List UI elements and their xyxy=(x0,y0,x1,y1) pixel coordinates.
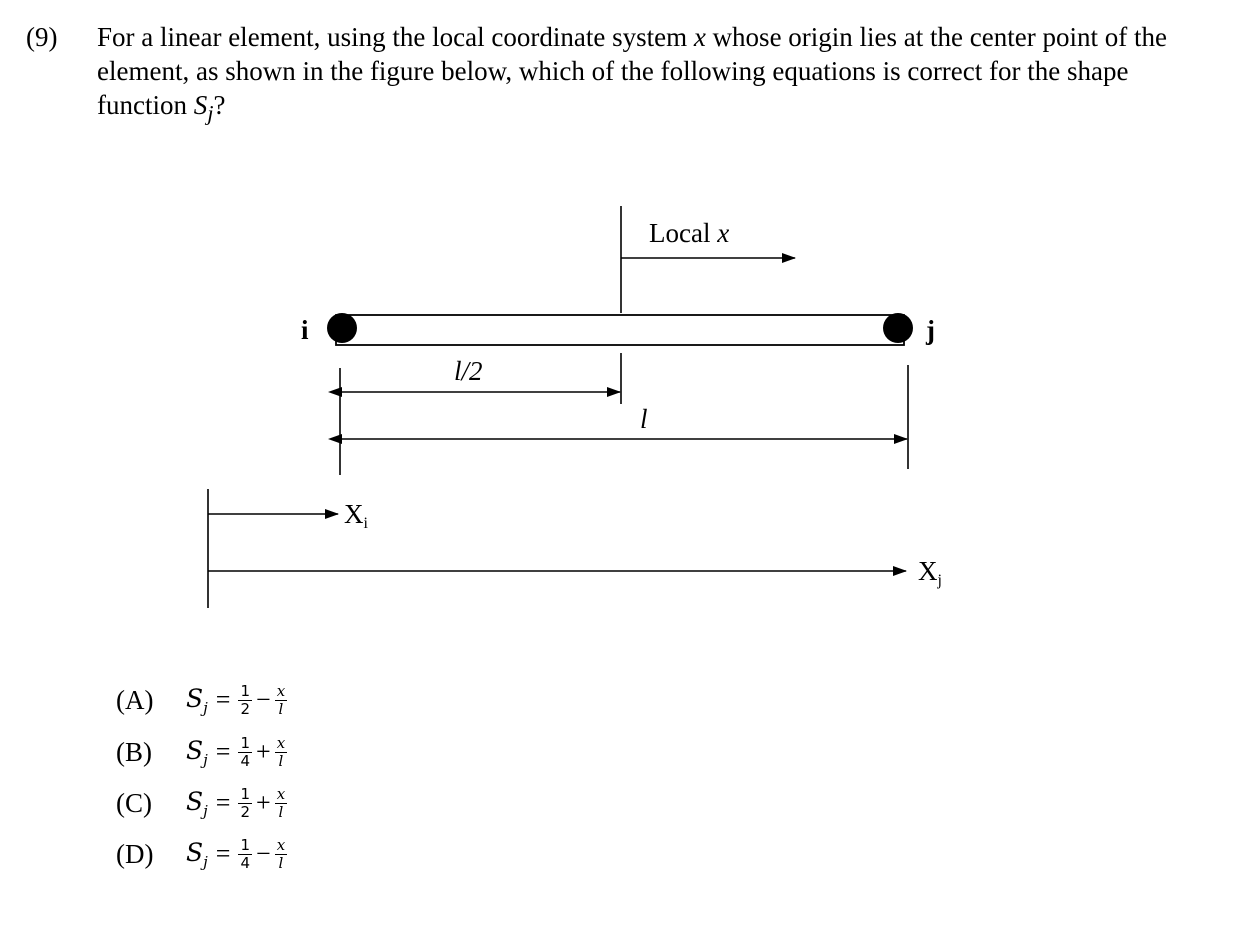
shape-symbol: $S_j$ xyxy=(186,683,208,717)
option-letter: (A) xyxy=(116,684,154,715)
half-length-label: l/2 xyxy=(454,356,483,386)
option-a[interactable] xyxy=(116,674,289,726)
shape-symbol: $S_j$ xyxy=(186,786,208,820)
operator: − xyxy=(256,685,271,714)
question-text-part1: For a linear element, using the local coordinate system xyxy=(97,22,694,52)
question-number: (9) xyxy=(26,22,58,52)
shape-symbol: $S_j$ xyxy=(186,735,208,769)
node-i xyxy=(327,313,357,343)
full-length-label: l xyxy=(640,404,648,434)
node-j-label: j xyxy=(926,315,935,345)
option-c[interactable] xyxy=(116,777,289,829)
question-shape-symbol: S xyxy=(193,90,208,120)
fraction-a: $\frac{1}{4}$ xyxy=(240,835,251,872)
fraction-b: $\frac{x}{l}$ xyxy=(276,784,286,821)
element-bar xyxy=(336,315,904,345)
question-shape-sub: j xyxy=(207,100,214,126)
fraction-b: $\frac{x}{l}$ xyxy=(276,681,286,718)
fraction-a: $\frac{1}{2}$ xyxy=(240,681,251,718)
fraction-b: $\frac{x}{l}$ xyxy=(276,835,286,872)
fraction-a: $\frac{1}{2}$ xyxy=(240,784,251,821)
operator: + xyxy=(256,788,271,817)
fraction-b: $\frac{x}{l}$ xyxy=(276,733,286,770)
option-b[interactable] xyxy=(116,726,289,778)
equals-sign: = xyxy=(215,839,231,868)
option-letter: (B) xyxy=(116,736,152,767)
question-text-part2: whose origin lies at the center point of the element, as shown in the figure below, which of the following equations is correct for the shape function xyxy=(97,22,1167,120)
option-letter: (D) xyxy=(116,838,154,869)
equals-sign: = xyxy=(215,685,231,714)
global-xi-label: Xi xyxy=(344,499,368,532)
node-j xyxy=(883,313,913,343)
fraction-a: $\frac{1}{4}$ xyxy=(240,733,251,770)
question-text-end: ? xyxy=(213,90,226,120)
question-var-x: x xyxy=(693,22,706,52)
operator: + xyxy=(256,737,271,766)
equals-sign: = xyxy=(215,737,231,766)
operator: − xyxy=(256,839,271,868)
local-x-label: Local x xyxy=(649,218,730,248)
option-d[interactable] xyxy=(116,828,289,880)
option-letter: (C) xyxy=(116,787,152,818)
node-i-label: i xyxy=(301,315,309,345)
equals-sign: = xyxy=(215,788,231,817)
global-xj-label: Xj xyxy=(918,556,942,589)
shape-symbol: $S_j$ xyxy=(186,837,208,871)
